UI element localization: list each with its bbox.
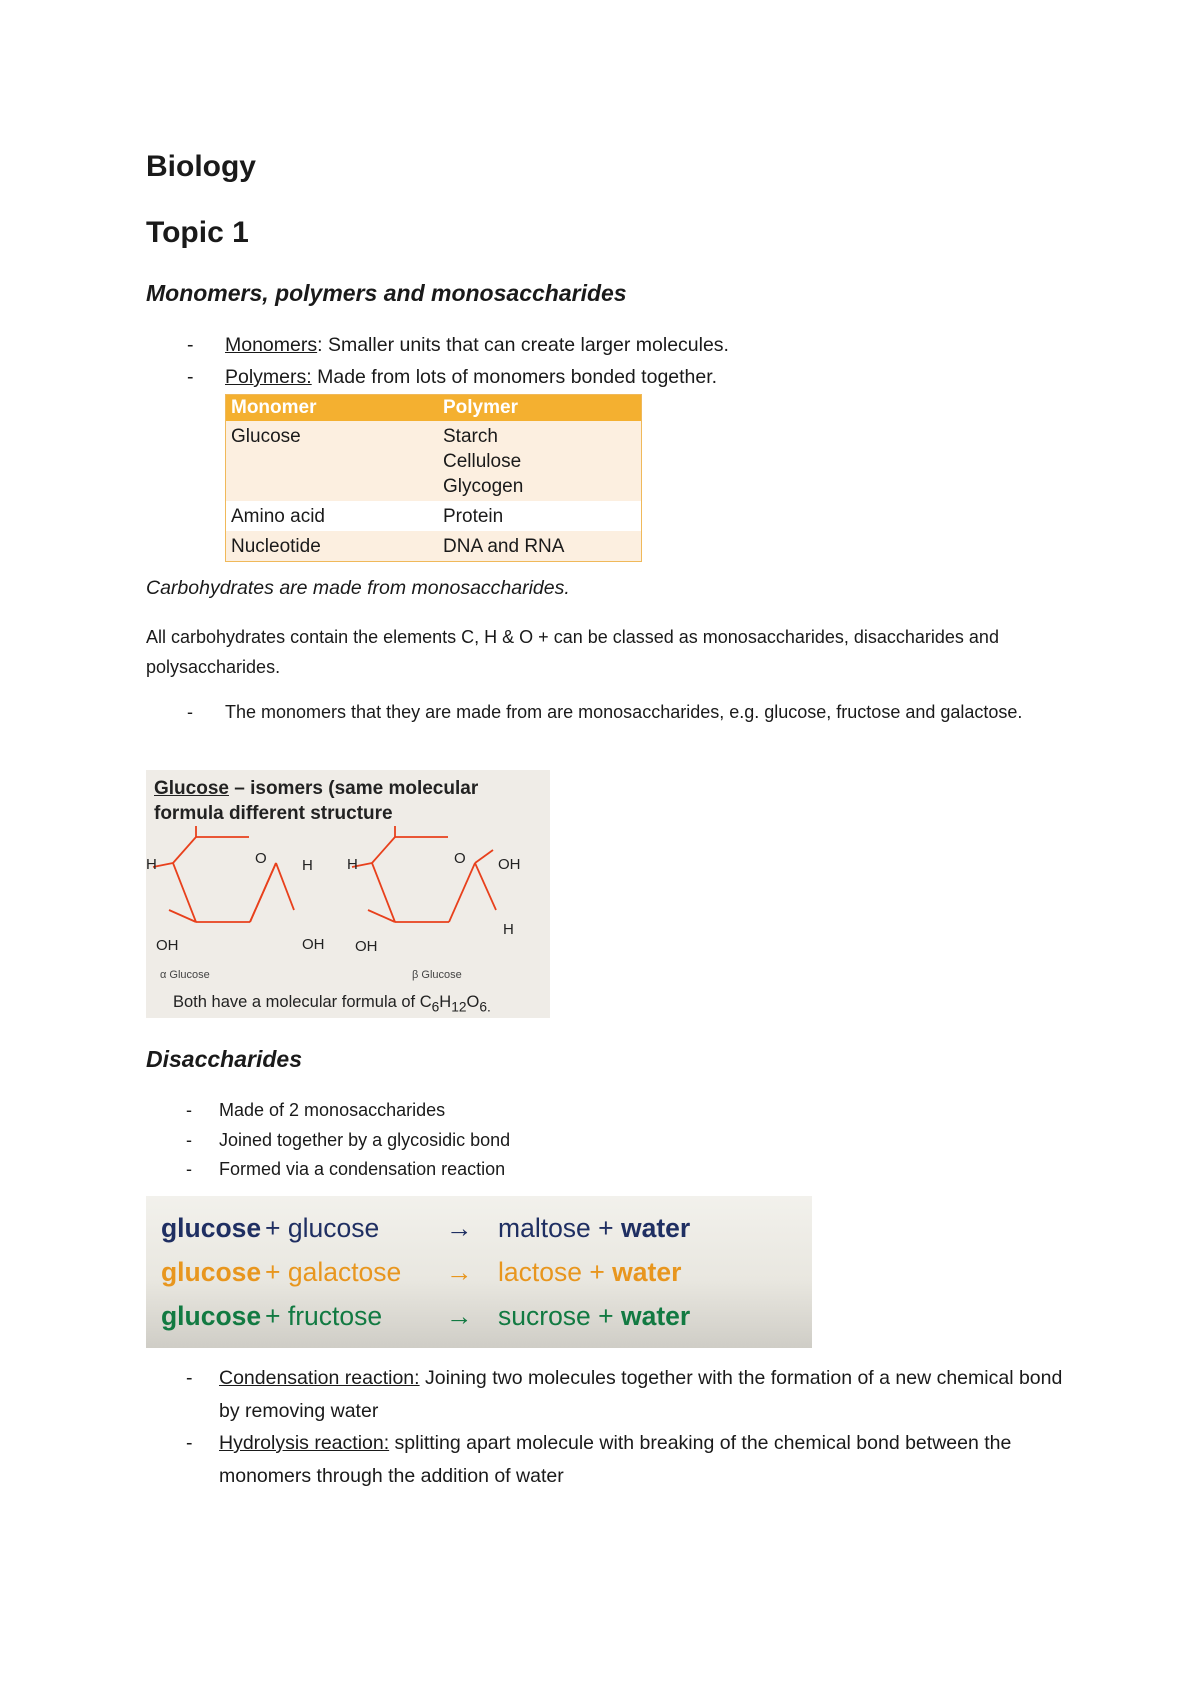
formula-sub: 6 — [431, 999, 440, 1015]
bullet-dash: - — [186, 1432, 193, 1454]
reactant-a: glucose — [161, 1301, 262, 1331]
carbohydrates-line: Carbohydrates are made from monosaccharides. — [146, 577, 570, 599]
alpha-o: O — [255, 850, 267, 867]
term-condensation: Condensation reaction: — [219, 1367, 420, 1389]
beta-glucose-ring — [352, 826, 496, 922]
term-monomers: Monomers — [225, 334, 318, 356]
arrow-icon: → — [446, 1213, 473, 1243]
list-item — [186, 1155, 510, 1185]
product: sucrose + water — [498, 1301, 691, 1331]
document-title: Biology — [146, 150, 256, 183]
cell-polymer: Starch — [443, 426, 498, 447]
section-heading-monomers: Monomers, polymers and monosaccharides — [146, 280, 627, 306]
bullet-dash: - — [187, 334, 194, 356]
cell-polymer: DNA and RNA — [443, 536, 565, 557]
bullet-text: Made from lots of monomers bonded together. — [311, 366, 718, 388]
section-heading-disaccharides: Disaccharides — [146, 1046, 302, 1072]
cell-monomer: Amino acid — [231, 506, 325, 527]
carbohydrates-paragraph: All carbohydrates contain the elements C, H & O + can be classed as monosaccharides, disaccharides and polysaccharides. — [146, 627, 999, 677]
list-item — [186, 1096, 510, 1126]
product: lactose + water — [498, 1257, 682, 1287]
alpha-oh-right: OH — [302, 936, 325, 953]
bullet-dash: - — [187, 366, 194, 388]
bullet-text: Joined together by a glycosidic bond — [219, 1129, 511, 1150]
cell-monomer: Glucose — [231, 426, 301, 447]
term-polymers: Polymers: — [225, 366, 312, 388]
alpha-oh-left: OH — [156, 937, 179, 954]
alpha-h-left: H — [146, 856, 157, 873]
definition-text: Joining two molecules together with the formation of a new chemical bond by removing water — [219, 1367, 1063, 1422]
bullet-text: The monomers that they are made from are monosaccharides, e.g. glucose, fructose and galactose. — [225, 702, 1023, 722]
figure-title-line2: formula different structure — [154, 803, 393, 824]
header-polymer: Polymer — [443, 397, 518, 418]
bullet-monomers — [187, 329, 729, 361]
header-monomer: Monomer — [231, 397, 317, 418]
beta-caption: β Glucose — [412, 969, 462, 981]
table-row — [226, 421, 641, 501]
reaction-definitions — [186, 1362, 1069, 1492]
reactant-a: glucose — [161, 1257, 262, 1287]
definition-hydrolysis — [186, 1427, 1069, 1492]
cell-polymer: Cellulose — [443, 451, 522, 472]
product: maltose + water — [498, 1213, 691, 1243]
cell-polymer: Protein — [443, 506, 504, 527]
bullet-text: Formed via a condensation reaction — [219, 1159, 506, 1179]
definition-condensation — [186, 1362, 1069, 1427]
formula-sub: 12 — [451, 999, 467, 1015]
cell-polymers — [443, 424, 641, 499]
disaccharide-reactions-figure — [146, 1196, 812, 1348]
table-row — [226, 501, 641, 531]
reactant-b: + fructose — [265, 1301, 383, 1331]
formula-sub: 6. — [479, 999, 491, 1015]
formula-h: H — [439, 993, 452, 1011]
figure-title-glucose: Glucose — [154, 778, 229, 799]
topic-heading: Topic 1 — [146, 216, 249, 249]
beta-o: O — [454, 850, 466, 867]
beta-oh-left: OH — [355, 938, 378, 955]
monomers-bullet — [187, 697, 1065, 727]
cell-monomer: Nucleotide — [231, 536, 321, 557]
molecular-formula-caption — [173, 993, 491, 1014]
figure-title-rest: – isomers (same molecular — [228, 778, 479, 799]
monomer-polymer-table — [225, 394, 642, 562]
bullet-text: Made of 2 monosaccharides — [219, 1100, 446, 1120]
table-header-row — [226, 395, 641, 421]
bullet-dash: - — [186, 1159, 192, 1179]
bullet-dash: - — [186, 1129, 192, 1150]
reactant-b: + galactose — [265, 1257, 402, 1287]
formula-o: O — [466, 993, 480, 1011]
alpha-h-right: H — [302, 857, 313, 874]
bullet-text: : Smaller units that can create larger molecules. — [317, 334, 729, 356]
alpha-glucose-ring — [153, 826, 294, 922]
arrow-icon: → — [446, 1301, 473, 1331]
term-hydrolysis: Hydrolysis reaction: — [219, 1432, 390, 1454]
disaccharide-bullets — [186, 1096, 511, 1185]
cell-polymer: Glycogen — [443, 476, 524, 497]
beta-oh-right-top: OH — [498, 856, 521, 873]
reactant-b: + glucose — [265, 1213, 380, 1243]
formula-text: Both have a molecular formula of C — [173, 993, 432, 1011]
bullet-dash: - — [186, 1367, 193, 1389]
beta-h-left: H — [347, 856, 358, 873]
alpha-caption: α Glucose — [160, 969, 210, 981]
arrow-icon: → — [446, 1257, 473, 1287]
beta-h-right: H — [503, 921, 514, 938]
bullet-dash: - — [186, 1100, 192, 1120]
table-row — [226, 531, 641, 561]
glucose-isomers-figure — [146, 770, 550, 1018]
list-item — [186, 1126, 511, 1156]
bullet-dash: - — [187, 702, 193, 722]
definition-text: splitting apart molecule with breaking of the chemical bond between the monomers through the addition of water — [219, 1432, 1012, 1487]
bullet-polymers — [187, 361, 718, 393]
reactant-a: glucose — [161, 1213, 262, 1243]
